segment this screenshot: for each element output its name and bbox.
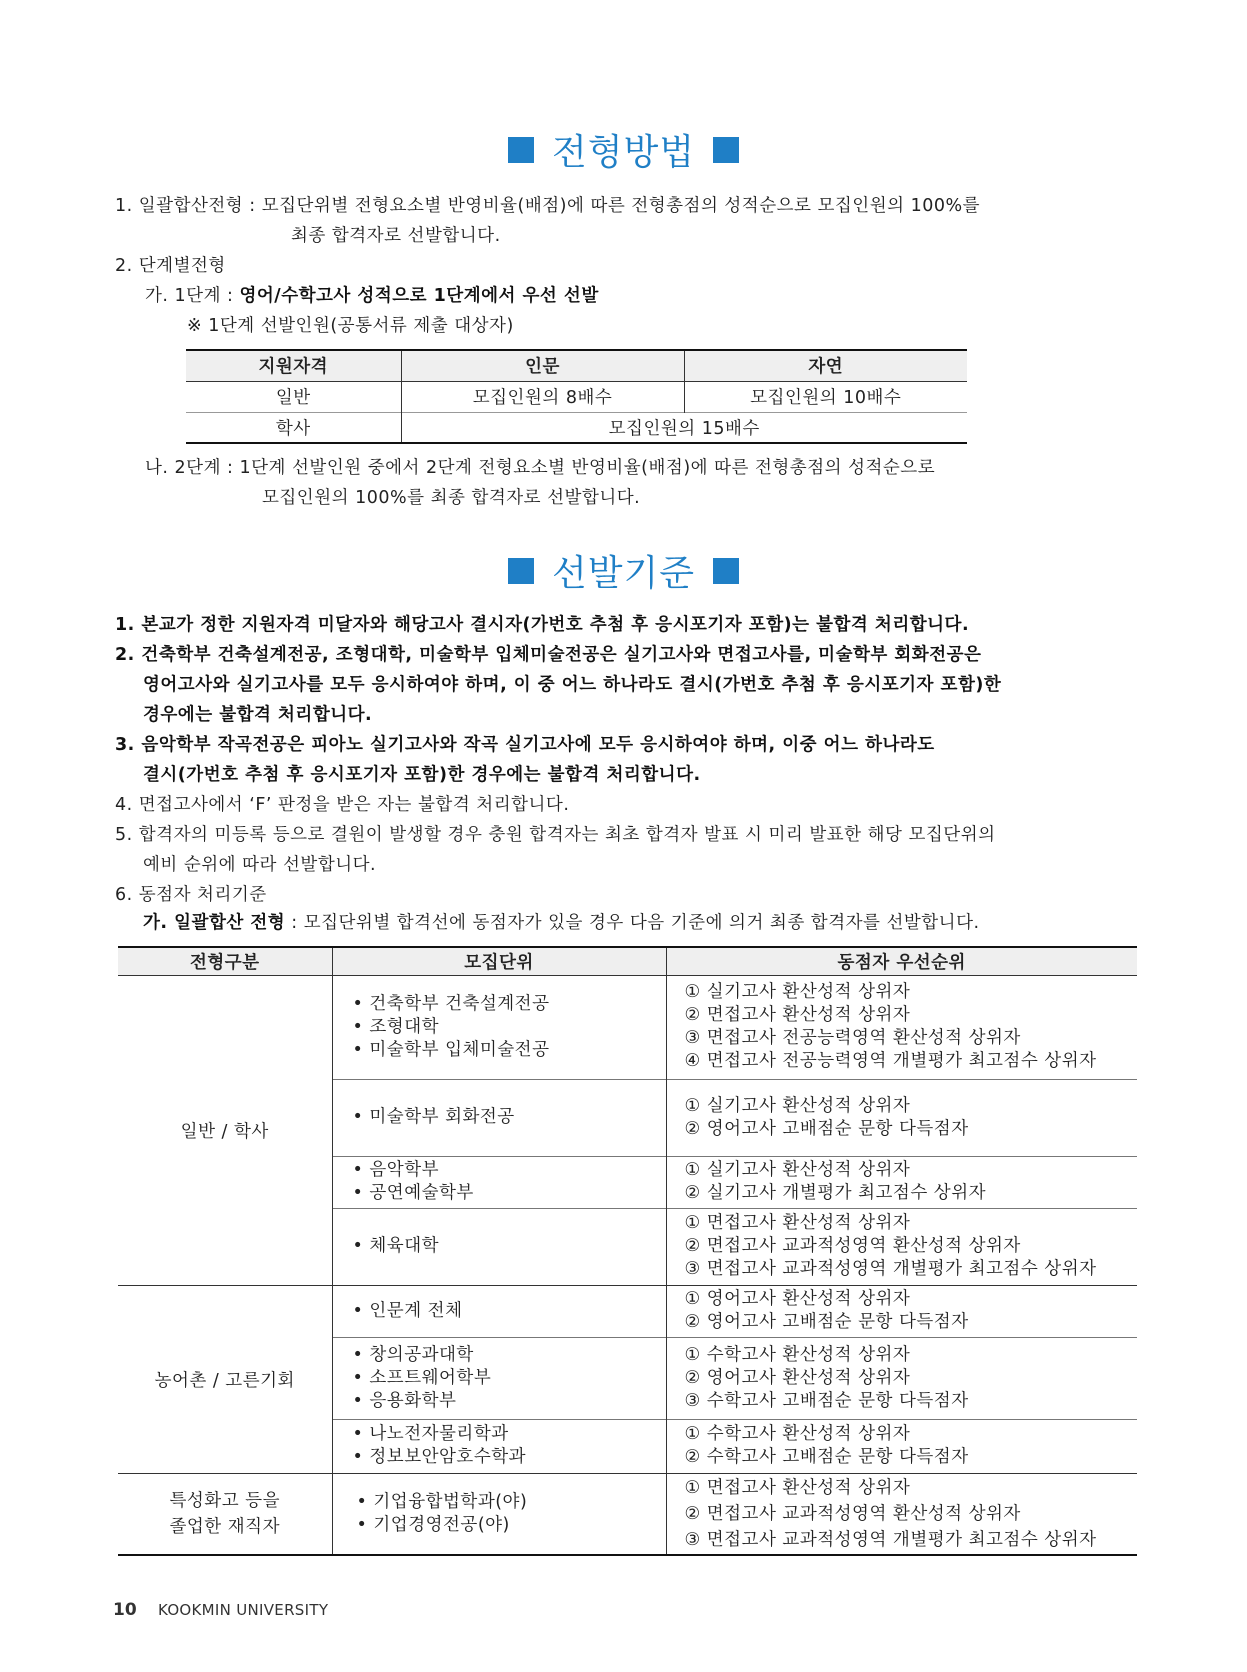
- method-item-2b-cont: 모집인원의 100%를 최종 합격자로 선발합니다.: [262, 488, 641, 508]
- header-cell: 지원자격: [186, 350, 401, 381]
- footer-university-name: KOOKMIN UNIVERSITY: [158, 1601, 329, 1619]
- table-row: [118, 975, 1137, 1079]
- criteria-item-1: 1. 본교가 정한 지원자격 미달자와 해당고사 결시자(가번호 추첨 후 응시포기자 포함)는 불합격 처리합니다.: [115, 615, 970, 635]
- priority-cell: ① 영어고사 환산성적 상위자 ② 영어고사 고배점순 문항 다득점자: [666, 1285, 1137, 1337]
- criteria-item-3: 3. 음악학부 작곡전공은 피아노 실기고사와 작곡 실기고사에 모두 응시하여야 하며, 이중 어느 하나라도: [115, 735, 935, 755]
- priority-cell: ① 면접고사 환산성적 상위자 ② 면접고사 교과적성영역 환산성적 상위자 ③ 면접고사 교과적성영역 개별평가 최고점수 상위자: [666, 1208, 1137, 1285]
- unit-cell: • 음악학부 • 공연예술학부: [332, 1156, 666, 1208]
- square-icon: [508, 137, 534, 163]
- priority-cell: ① 실기고사 환산성적 상위자 ② 면접고사 환산성적 상위자 ③ 면접고사 전공능력영역 환산성적 상위자 ④ 면접고사 전공능력영역 개별평가 최고점수 상위자: [666, 975, 1137, 1079]
- priority-cell: ① 실기고사 환산성적 상위자 ② 실기고사 개별평가 최고점수 상위자: [666, 1156, 1137, 1208]
- page-number: 10: [113, 1600, 137, 1620]
- stage1-table: [186, 349, 967, 444]
- priority-cell: ① 수학고사 환산성적 상위자 ② 영어고사 환산성적 상위자 ③ 수학고사 고배점순 문항 다득점자: [666, 1337, 1137, 1419]
- table-row: [118, 1473, 1137, 1555]
- square-icon: [508, 558, 534, 584]
- unit-cell: • 나노전자물리학과 • 정보보안암호수학과: [332, 1419, 666, 1473]
- group-cell: 특성화고 등을 졸업한 재직자: [118, 1473, 332, 1555]
- priority-cell: ① 수학고사 환산성적 상위자 ② 수학고사 고배점순 문항 다득점자: [666, 1419, 1137, 1473]
- group-cell: 농어촌 / 고른기회: [118, 1285, 332, 1473]
- square-icon: [713, 137, 739, 163]
- priority-cell: ① 실기고사 환산성적 상위자 ② 영어고사 고배점순 문항 다득점자: [666, 1079, 1137, 1156]
- method-item-1-cont: 최종 합격자로 선발합니다.: [291, 226, 501, 246]
- header-cell: 전형구분: [118, 947, 332, 975]
- header-cell: 동점자 우선순위: [666, 947, 1137, 975]
- square-icon: [713, 558, 739, 584]
- unit-cell: • 미술학부 회화전공: [332, 1079, 666, 1156]
- criteria-item-5: 5. 합격자의 미등록 등으로 결원이 발생할 경우 충원 합격자는 최초 합격자 발표 시 미리 발표한 해당 모집단위의: [115, 825, 996, 845]
- criteria-item-2: 2. 건축학부 건축설계전공, 조형대학, 미술학부 입체미술전공은 실기고사와 면접고사를, 미술학부 회화전공은: [115, 645, 982, 665]
- table-row: [118, 1285, 1137, 1337]
- group-cell: 일반 / 학사: [180, 1121, 269, 1142]
- unit-cell: • 인문계 전체: [332, 1285, 666, 1337]
- criteria-item-2-cont: 경우에는 불합격 처리합니다.: [143, 705, 373, 725]
- section-title-method: 전형방법: [0, 124, 1247, 175]
- method-item-2a: 가. 1단계 : 영어/수학고사 성적으로 1단계에서 우선 선발: [145, 286, 599, 306]
- header-cell: 자연: [684, 350, 967, 381]
- section-title-criteria: 선발기준: [0, 545, 1247, 596]
- criteria-item-4: 4. 면접고사에서 ‘F’ 판정을 받은 자는 불합격 처리합니다.: [115, 795, 570, 815]
- criteria-item-6: 6. 동점자 처리기준: [115, 885, 267, 905]
- unit-cell: • 체육대학: [332, 1208, 666, 1285]
- method-item-2: 2. 단계별전형: [115, 256, 226, 276]
- header-cell: 모집단위: [332, 947, 666, 975]
- unit-cell: • 창의공과대학 • 소프트웨어학부 • 응용화학부: [332, 1337, 666, 1419]
- priority-cell: ① 면접고사 환산성적 상위자 ② 면접고사 교과적성영역 환산성적 상위자 ③ 면접고사 교과적성영역 개별평가 최고점수 상위자: [666, 1473, 1137, 1555]
- unit-cell: • 건축학부 건축설계전공 • 조형대학 • 미술학부 입체미술전공: [332, 975, 666, 1079]
- header-cell: 인문: [401, 350, 684, 381]
- criteria-item-6a: 가. 일괄합산 전형 : 모집단위별 합격선에 동점자가 있을 경우 다음 기준에 의거 최종 합격자를 선발합니다.: [143, 913, 980, 933]
- criteria-item-3-cont: 결시(가번호 추첨 후 응시포기자 포함)한 경우에는 불합격 처리합니다.: [143, 765, 701, 785]
- table-row: 일반 모집인원의 8배수 모집인원의 10배수: [186, 381, 967, 412]
- criteria-item-2-cont: 영어고사와 실기고사를 모두 응시하여야 하며, 이 중 어느 하나라도 결시(가번호 추첨 후 응시포기자 포함)한: [143, 675, 1002, 695]
- method-item-2b: 나. 2단계 : 1단계 선발인원 중에서 2단계 전형요소별 반영비율(배점)에 따른 전형총점의 성적순으로: [145, 458, 936, 478]
- method-item-2a-note: ※ 1단계 선발인원(공통서류 제출 대상자): [187, 316, 514, 336]
- tiebreak-table: [118, 946, 1137, 1556]
- method-item-1: 1. 일괄합산전형 : 모집단위별 전형요소별 반영비율(배점)에 따른 전형총점의 성적순으로 모집인원의 100%를: [115, 196, 981, 216]
- table-row: 학사 모집인원의 15배수: [186, 412, 967, 443]
- unit-cell: • 기업융합법학과(야) • 기업경영전공(야): [332, 1473, 666, 1555]
- criteria-item-5-cont: 예비 순위에 따라 선발합니다.: [143, 855, 377, 875]
